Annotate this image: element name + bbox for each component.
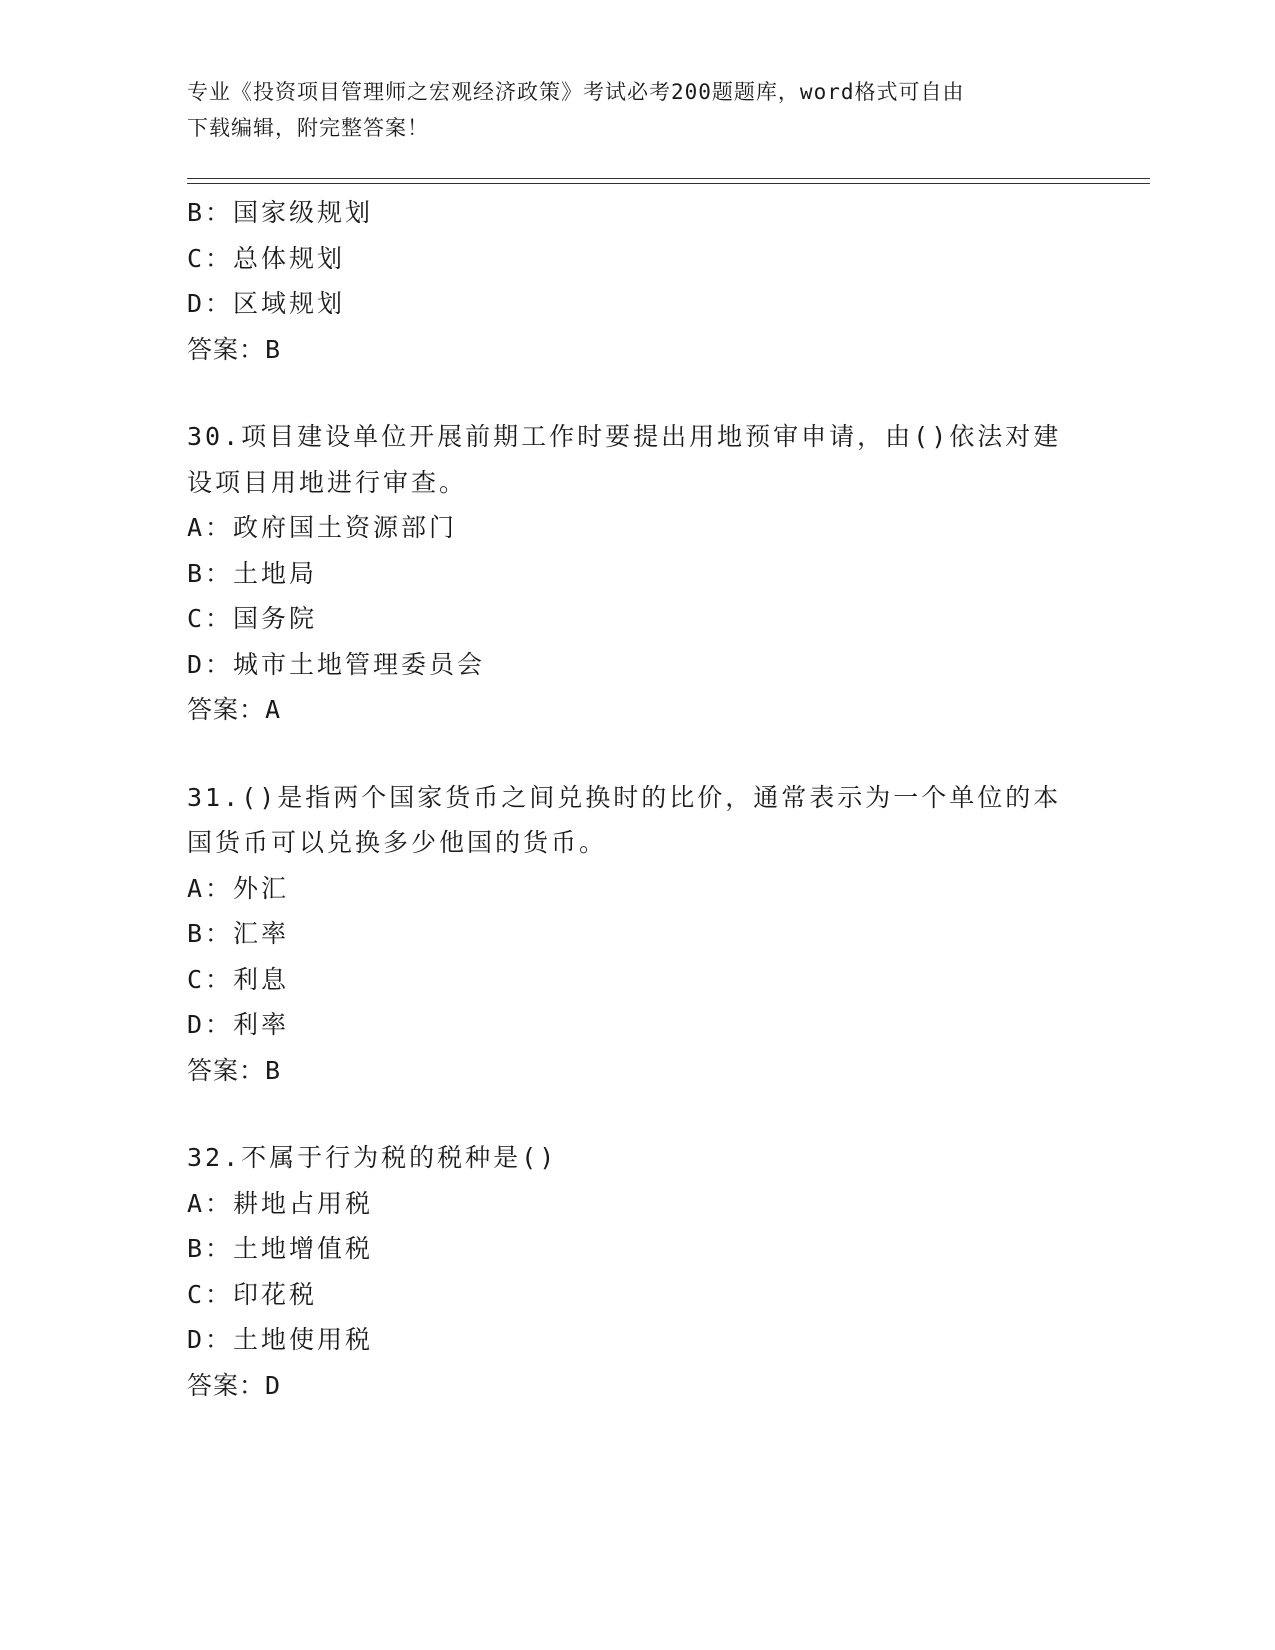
option-a: A：外汇 bbox=[187, 873, 290, 903]
header-line-1: 专业《投资项目管理师之宏观经济政策》考试必考200题题库，word格式可自由 bbox=[187, 80, 965, 104]
option-c: C：利息 bbox=[187, 964, 290, 994]
question-text-line-1: 31.()是指两个国家货币之间兑换时的比价，通常表示为一个单位的本 bbox=[187, 782, 1062, 812]
option-a: A：耕地占用税 bbox=[187, 1188, 374, 1218]
question-30 bbox=[187, 414, 1087, 733]
option-d: D：区域规划 bbox=[187, 289, 346, 318]
option-b: B：国家级规划 bbox=[187, 198, 374, 227]
question-list bbox=[187, 190, 1087, 1408]
question-text-line-2: 设项目用地进行审查。 bbox=[187, 467, 468, 497]
header-rule-top bbox=[187, 178, 1150, 179]
header-line-2: 下载编辑，附完整答案！ bbox=[187, 116, 429, 140]
answer-line: 答案：A bbox=[187, 695, 282, 724]
option-c: C：印花税 bbox=[187, 1279, 318, 1309]
option-b: B：土地局 bbox=[187, 558, 318, 588]
question-31 bbox=[187, 775, 1087, 1094]
option-d: D：城市土地管理委员会 bbox=[187, 649, 486, 679]
question-32 bbox=[187, 1135, 1087, 1408]
header-rule-bottom bbox=[187, 183, 1150, 184]
option-a: A：政府国土资源部门 bbox=[187, 513, 458, 542]
question-text-line-1: 32.不属于行为税的税种是() bbox=[187, 1143, 558, 1172]
answer-line: 答案：D bbox=[187, 1370, 282, 1400]
document-header bbox=[187, 74, 1087, 146]
option-d: D：土地使用税 bbox=[187, 1325, 374, 1354]
option-d: D：利率 bbox=[187, 1010, 290, 1039]
question-text-line-1: 30.项目建设单位开展前期工作时要提出用地预审申请，由()依法对建 bbox=[187, 422, 1062, 451]
option-c: C：总体规划 bbox=[187, 243, 346, 273]
option-b: B：土地增值税 bbox=[187, 1234, 374, 1263]
answer-line: 答案：B bbox=[187, 334, 282, 364]
question-text-line-2: 国货币可以兑换多少他国的货币。 bbox=[187, 828, 608, 857]
option-c: C：国务院 bbox=[187, 604, 318, 633]
carryover-question bbox=[187, 190, 1087, 372]
option-b: B：汇率 bbox=[187, 919, 290, 948]
answer-line: 答案：B bbox=[187, 1055, 282, 1085]
